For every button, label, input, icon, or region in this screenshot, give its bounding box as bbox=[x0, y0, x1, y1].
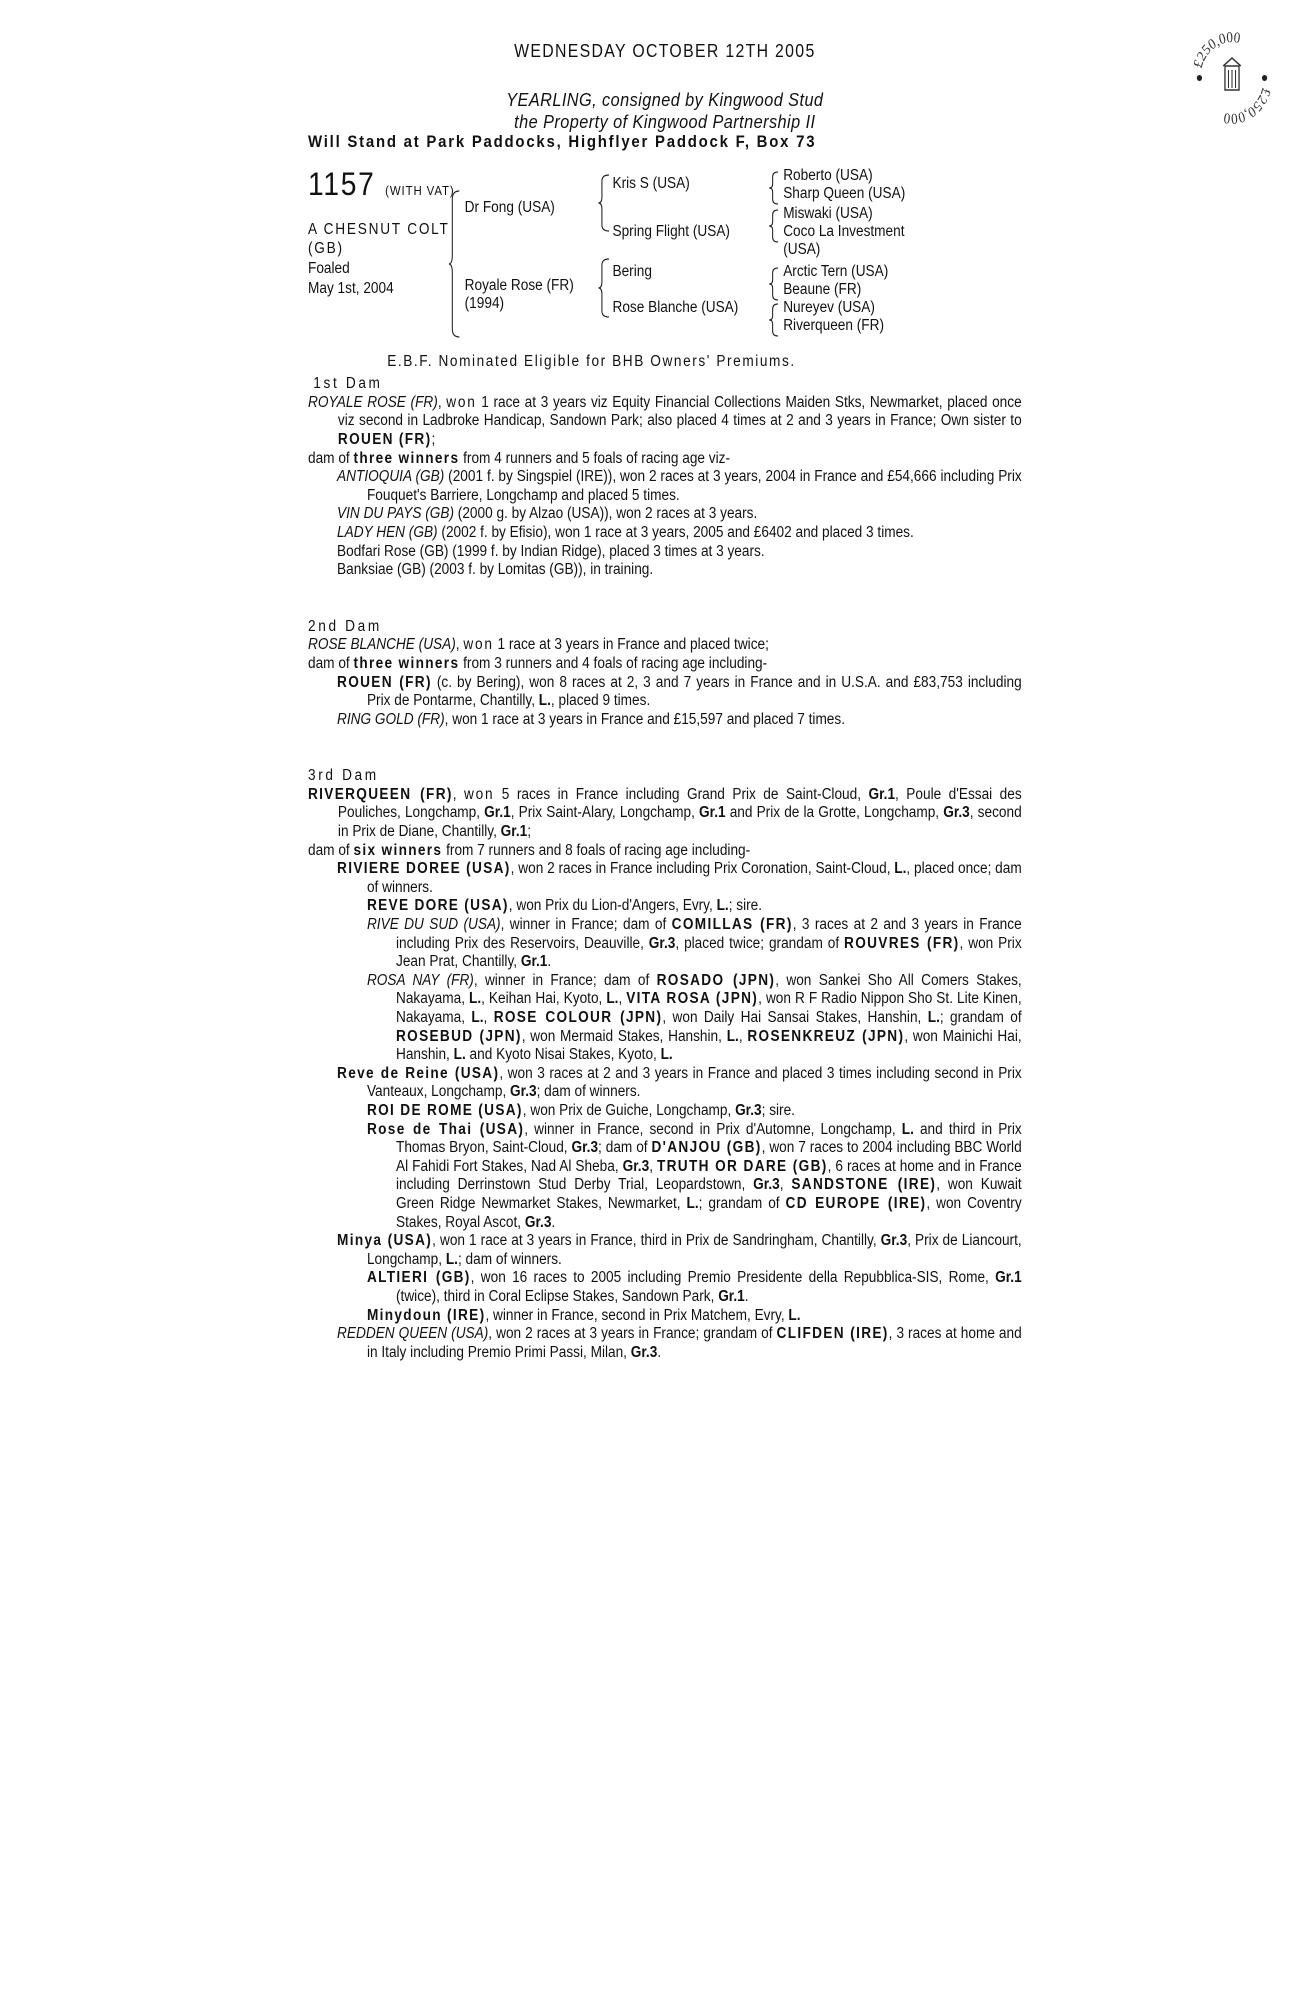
svg-text:£250,000: £250,000 bbox=[1222, 85, 1274, 126]
pedigree-g1: Roberto (USA) bbox=[783, 167, 873, 185]
brace-icon bbox=[769, 303, 780, 337]
lot-number: 1157 (WITH VAT) bbox=[308, 166, 455, 203]
lot-description: A CHESNUT COLT (GB) bbox=[308, 221, 450, 257]
consignor-line: YEARLING, consigned by Kingwood Stud bbox=[506, 88, 824, 110]
brace-icon bbox=[769, 267, 780, 301]
pedigree-g5: Arctic Tern (USA) bbox=[783, 263, 889, 281]
brace-icon bbox=[598, 173, 610, 233]
dam-year: (1994) bbox=[464, 295, 505, 313]
sire-sire: Kris S (USA) bbox=[612, 175, 690, 193]
pedigree-g2: Sharp Queen (USA) bbox=[783, 185, 906, 203]
pedigree-g3: Miswaki (USA) bbox=[783, 205, 873, 223]
pedigree-g7: Nureyev (USA) bbox=[783, 299, 875, 317]
sire-dam: Spring Flight (USA) bbox=[612, 223, 730, 241]
pedigree-g4: Coco La Investment bbox=[783, 223, 905, 241]
brace-icon bbox=[769, 209, 780, 243]
reserve-seal-icon bbox=[1188, 26, 1276, 126]
pedigree-table bbox=[308, 166, 1022, 371]
svg-text:£250,000: £250,000 bbox=[1190, 29, 1242, 71]
second-dam-section: 2nd Dam ROSE BLANCHE (USA), won 1 race at 3 years in France and placed twice; dam of three winners from 3 runners and 4 foals of racing age including- ROUEN (FR) (c. by Bering), won 8 races at 2, 3 and 7 years in France and in U.S.A. and £83,753 including Prix de Pontarme, Chantilly, L., placed 9 times. RING GOLD (FR), won 1 race at 3 years in France and £15,597 and placed 7 times. bbox=[308, 617, 1022, 728]
sale-date: WEDNESDAY OCTOBER 12TH 2005 bbox=[514, 41, 816, 61]
pedigree-g8: Riverqueen (FR) bbox=[783, 317, 885, 335]
vat-note: (WITH VAT) bbox=[385, 183, 455, 199]
dam: Royale Rose (FR) bbox=[464, 277, 574, 295]
first-dam-section: 1st Dam ROYALE ROSE (FR), won 1 race at 3 years viz Equity Financial Collections Maiden Stks, Newmarket, placed once viz second in Ladbroke Handicap, Sandown Park; also placed 4 times at 2 and 3 years in France; Own sister to ROUEN (FR); dam of three winners from 4 runners and 5 foals of racing age viz- ANTIOQUIA (GB) (2001 f. by Singspiel (IRE)), won 2 races at 3 years, 2004 in France and £54,666 including Prix Fouquet's Barriere, Longchamp and placed 5 times. VIN DU PAYS (GB) (2000 g. by Alzao (USA)), won 2 races at 3 years. LADY HEN (GB) (2002 f. by Efisio), won 1 race at 3 years, 2005 and £6402 and placed 3 times. Bodfari Rose (GB) (1999 f. by Indian Ridge), placed 3 times at 3 years. Banksiae (GB) (2003 f. by Lomitas (GB)), in training. bbox=[308, 375, 1022, 579]
property-line: the Property of Kingwood Partnership II bbox=[514, 110, 816, 132]
ebf-note: E.B.F. Nominated Eligible for BHB Owners' Premiums. bbox=[387, 353, 796, 371]
catalogue-page bbox=[308, 29, 1274, 1362]
pedigree-g6: Beaune (FR) bbox=[783, 281, 862, 299]
brace-icon bbox=[769, 171, 780, 205]
foaled-info: Foaled May 1st, 2004 bbox=[308, 260, 394, 298]
dam-sire: Bering bbox=[612, 263, 652, 281]
pedigree-g4-country: (USA) bbox=[783, 241, 821, 259]
third-dam-section: 3rd Dam RIVERQUEEN (FR), won 5 races in France including Grand Prix de Saint-Cloud, Gr.1, Poule d'Essai des Pouliches, Longchamp, Gr.1, Prix Saint-Alary, Longchamp, Gr.1 and Prix de la Grotte, Longchamp, Gr.3, second in Prix de Diane, Chantilly, Gr.1; dam of six winners from 7 runners and 8 foals of racing age including- RIVIERE DOREE (USA), won 2 races in France including Prix Coronation, Saint-Cloud, L., placed once; dam of winners. REVE DORE (USA), won Prix du Lion-d'Angers, Evry, L.; sire. RIVE DU SUD (USA), winner in France; dam of COMILLAS (FR), 3 races at 2 and 3 years in France including Prix des Reservoirs, Deauville, Gr.3, placed twice; grandam of ROUVRES (FR), won Prix Jean Prat, Chantilly, Gr.1. ROSA NAY (FR), winner in France; dam of ROSADO (JPN), won Sankei Sho All Comers Stakes, Nakayama, L., Keihan Hai, Kyoto, L., VITA ROSA (JPN), won R F Radio Nippon Sho St. Lite Kinen, Nakayama, L., ROSE COLOUR (JPN), won Daily Hai Sansai Stakes, Hanshin, L.; grandam of ROSEBUD (JPN), won Mermaid Stakes, Hanshin, L., ROSENKREUZ (JPN), won Mainichi Hai, Hanshin, L. and Kyoto Nisai Stakes, Kyoto, L. Reve de Reine (USA), won 3 races at 2 and 3 years in France and placed 3 times including second in Prix Vanteaux, Longchamp, Gr.3; dam of winners. ROI DE ROME (USA), won Prix de Guiche, Longchamp, Gr.3; sire. Rose de Thai (USA), winner in France, second in Prix d'Automne, Longchamp, L. and third in Prix Thomas Bryon, Saint-Cloud, Gr.3; dam of D'ANJOU (GB), won 7 races to 2004 including BBC World Al Fahidi Fort Stakes, Nad Al Sheba, Gr.3, TRUTH OR DARE (GB), 6 races at home and in France including Derrinstown Stud Derby Trial, Leopardstown, Gr.3, SANDSTONE (IRE), won Kuwait Green Ridge Newmarket Stakes, Newmarket, L.; grandam of CD EUROPE (IRE), won Coventry Stakes, Royal Ascot, Gr.3. Minya (USA), won 1 race at 3 years in France, third in Prix de Sandringham, Chantilly, Gr.3, Prix de Liancourt, Longchamp, L.; dam of winners. ALTIERI (GB), won 16 races to 2005 including Premio Presidente della Repubblica-SIS, Rome, Gr.1 (twice), third in Coral Eclipse Stakes, Sandown Park, Gr.1. Minydoun (IRE), winner in France, second in Prix Matchem, Evry, L. REDDEN QUEEN (USA), won 2 races at 3 years in France; grandam of CLIFDEN (IRE), 3 races at home and in Italy including Premio Primi Passi, Milan, Gr.3. bbox=[308, 767, 1022, 1361]
brace-icon bbox=[598, 257, 610, 319]
section-heading: 2nd Dam bbox=[308, 617, 382, 635]
brace-icon bbox=[449, 189, 461, 339]
dam-dam: Rose Blanche (USA) bbox=[612, 299, 739, 317]
section-heading: 3rd Dam bbox=[308, 767, 379, 785]
stand-location: Will Stand at Park Paddocks, Highflyer Paddock F, Box 73 bbox=[308, 131, 817, 151]
sire: Dr Fong (USA) bbox=[464, 199, 555, 217]
section-heading: 1st Dam bbox=[313, 375, 383, 393]
